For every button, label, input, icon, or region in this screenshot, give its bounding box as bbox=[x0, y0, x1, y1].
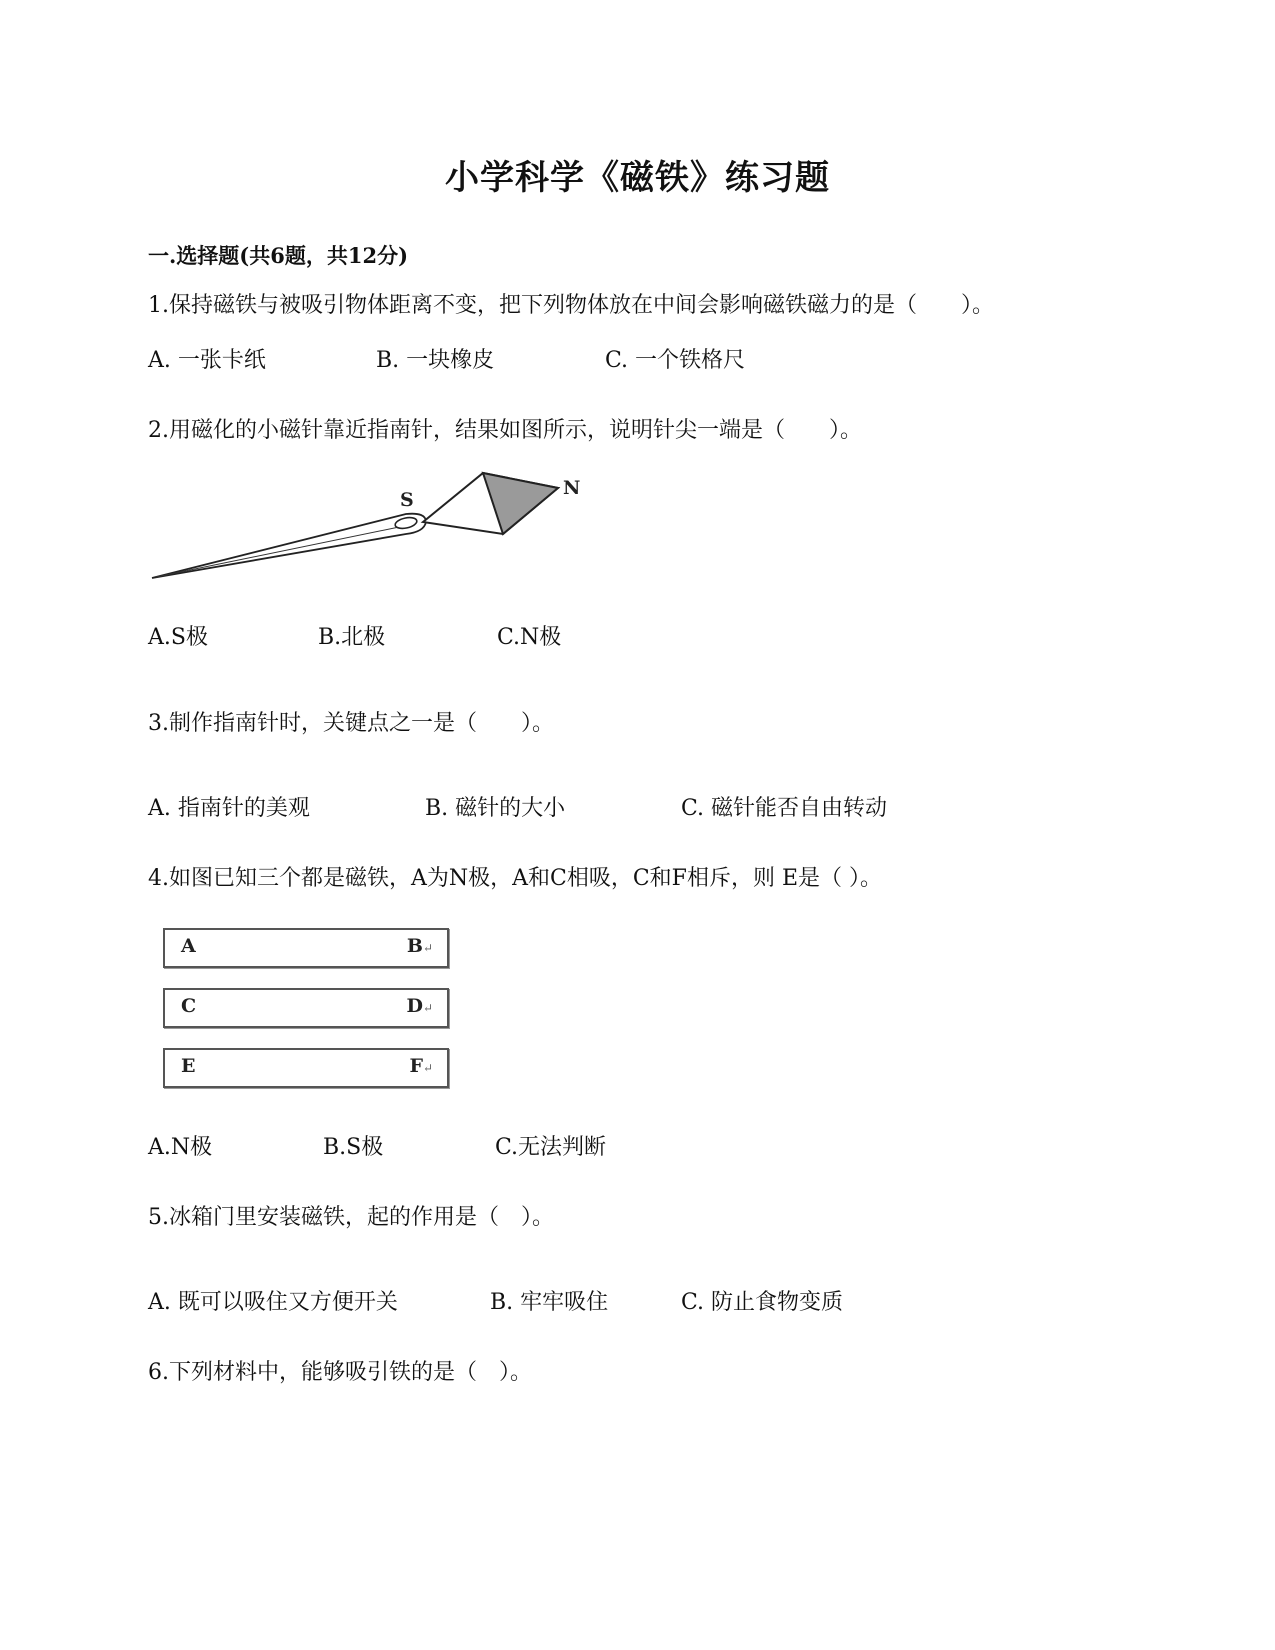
return-mark: ↵ bbox=[422, 941, 433, 955]
label-n: N bbox=[563, 477, 581, 499]
question-1-option-c: C. 一个铁格尺 bbox=[605, 348, 746, 373]
magnet-pole-a: A bbox=[181, 935, 196, 957]
question-2-option-a: A.S极 bbox=[148, 625, 208, 650]
magnet-bar-ef bbox=[163, 1048, 449, 1088]
question-1-stem: 1.保持磁铁与被吸引物体距离不变，把下列物体放在中间会影响磁铁磁力的是（ ）。 bbox=[148, 293, 994, 318]
magnet-pole-b: B bbox=[406, 935, 423, 957]
magnet-bar-cd bbox=[163, 988, 449, 1028]
question-6-stem: 6.下列材料中，能够吸引铁的是（ ）。 bbox=[148, 1360, 532, 1385]
return-mark: ↵ bbox=[422, 1061, 433, 1075]
question-3-option-a: A. 指南针的美观 bbox=[148, 796, 310, 821]
question-4-option-c: C.无法判断 bbox=[495, 1135, 607, 1160]
question-2-stem: 2.用磁化的小磁针靠近指南针，结果如图所示，说明针尖一端是（ ）。 bbox=[148, 418, 862, 443]
needle-shape bbox=[152, 514, 426, 578]
magnet-pole-f: F bbox=[409, 1055, 423, 1077]
magnet-pole-e: E bbox=[181, 1055, 196, 1077]
question-5-option-c: C. 防止食物变质 bbox=[681, 1290, 844, 1315]
return-mark: ↵ bbox=[422, 1001, 433, 1015]
question-4-option-a: A.N极 bbox=[148, 1135, 213, 1160]
label-s: S bbox=[400, 489, 414, 511]
question-3-stem: 3.制作指南针时，关键点之一是（ ）。 bbox=[148, 711, 554, 736]
question-1-option-a: A. 一张卡纸 bbox=[148, 348, 266, 373]
page-title: 小学科学《磁铁》练习题 bbox=[445, 158, 830, 198]
question-5-stem: 5.冰箱门里安装磁铁，起的作用是（ ）。 bbox=[148, 1205, 554, 1230]
magnet-bar-ab bbox=[163, 928, 449, 968]
question-3-option-b: B. 磁针的大小 bbox=[425, 796, 566, 821]
question-5-option-b: B. 牢牢吸住 bbox=[490, 1290, 609, 1315]
question-3-option-c: C. 磁针能否自由转动 bbox=[681, 796, 888, 821]
question-2-option-b: B.北极 bbox=[318, 625, 386, 650]
question-4-stem: 4.如图已知三个都是磁铁，A为N极，A和C相吸，C和F相斥，则 E是（ ）。 bbox=[148, 866, 882, 891]
magnet-pole-c: C bbox=[181, 995, 197, 1017]
needle-compass-figure bbox=[148, 470, 598, 595]
question-1-option-b: B. 一块橡皮 bbox=[376, 348, 495, 373]
question-2-option-c: C.N极 bbox=[497, 625, 562, 650]
question-5-option-a: A. 既可以吸住又方便开关 bbox=[148, 1290, 398, 1315]
section-heading: 一.选择题(共6题，共12分) bbox=[148, 243, 409, 268]
magnet-pole-d: D bbox=[406, 995, 423, 1017]
question-4-option-b: B.S极 bbox=[323, 1135, 384, 1160]
